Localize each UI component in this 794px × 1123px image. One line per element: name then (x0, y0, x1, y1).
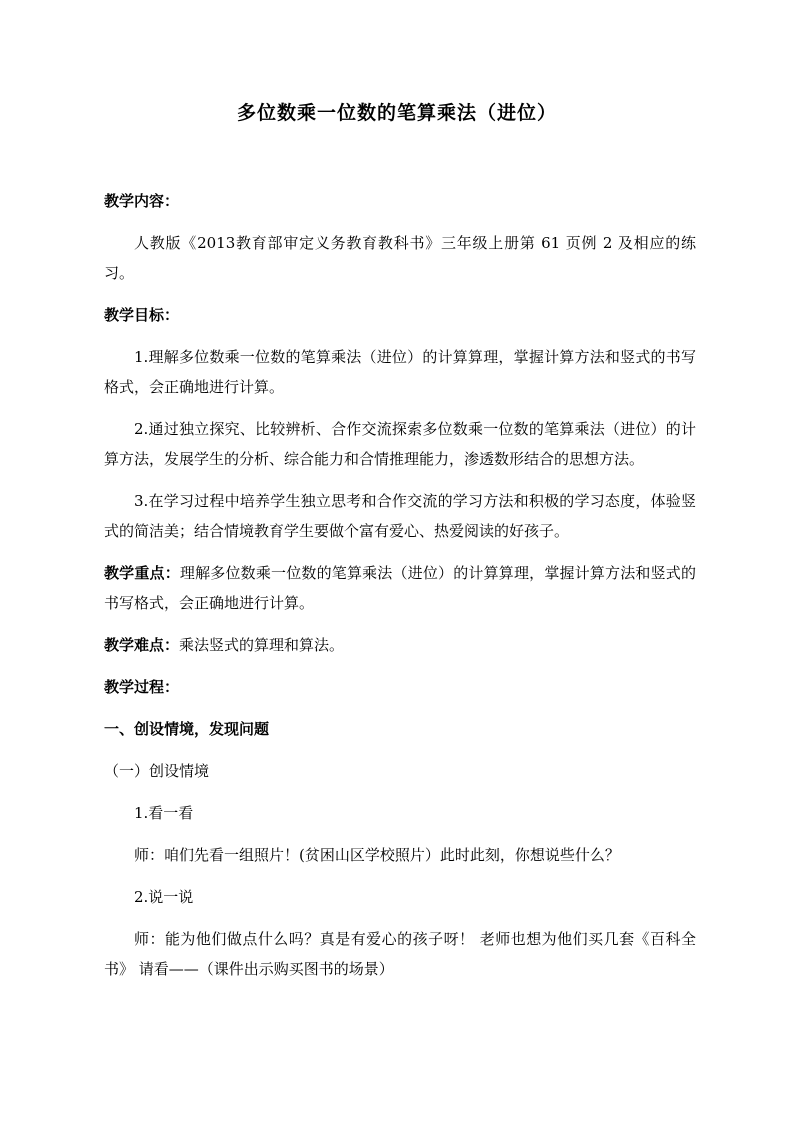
step-one-title: 1.看一看 (134, 804, 194, 822)
key-point-text: 理解多位数乘一位数的笔算乘法（进位）的计算算理，掌握计算方法和竖式的书写格式，会正确地进行计算。 (104, 564, 696, 612)
teaching-goal-2: 2.通过独立探究、比较辨析、合作交流探索多位数乘一位数的笔算乘法（进位）的计算方法，发展学生的分析、综合能力和合情推理能力，渗透数形结合的思想方法。 (104, 420, 696, 468)
document-title: 多位数乘一位数的笔算乘法（进位） (236, 102, 557, 124)
step-two-text: 师：能为他们做点什么吗？真是有爱心的孩子呀！ 老师也想为他们买几套《百科全书》 请看——（课件出示购买图书的场景） (104, 930, 696, 978)
teaching-goals-heading: 教学目标： (104, 306, 180, 324)
document-body (104, 186, 696, 996)
teaching-process-heading: 教学过程： (104, 678, 180, 696)
part-one-heading: 一、创设情境，发现问题 (104, 720, 270, 738)
key-point-paragraph (104, 558, 696, 618)
step-one-text: 师：咱们先看一组照片！(贫困山区学校照片）此时此刻，你想说些什么？ (134, 846, 620, 864)
teaching-goal-1: 1.理解多位数乘一位数的笔算乘法（进位）的计算算理，掌握计算方法和竖式的书写格式，会正确地进行计算。 (104, 348, 696, 396)
difficulty-text: 乘法竖式的算理和算法。 (179, 636, 345, 654)
difficulty-paragraph (104, 630, 696, 660)
key-point-label: 教学重点： (104, 564, 180, 582)
teaching-content-heading: 教学内容： (104, 192, 180, 210)
difficulty-label: 教学难点： (104, 636, 180, 654)
teaching-content-text: 人教版《2013教育部审定义务教育教科书》三年级上册第 61 页例 2 及相应的练习。 (104, 234, 696, 282)
step-two-title: 2.说一说 (134, 888, 194, 906)
part-one-subheading: （一）创设情境 (104, 762, 210, 780)
teaching-goal-3: 3.在学习过程中培养学生独立思考和合作交流的学习方法和积极的学习态度，体验竖式的简洁美；结合情境教育学生要做个富有爱心、热爱阅读的好孩子。 (104, 492, 696, 540)
